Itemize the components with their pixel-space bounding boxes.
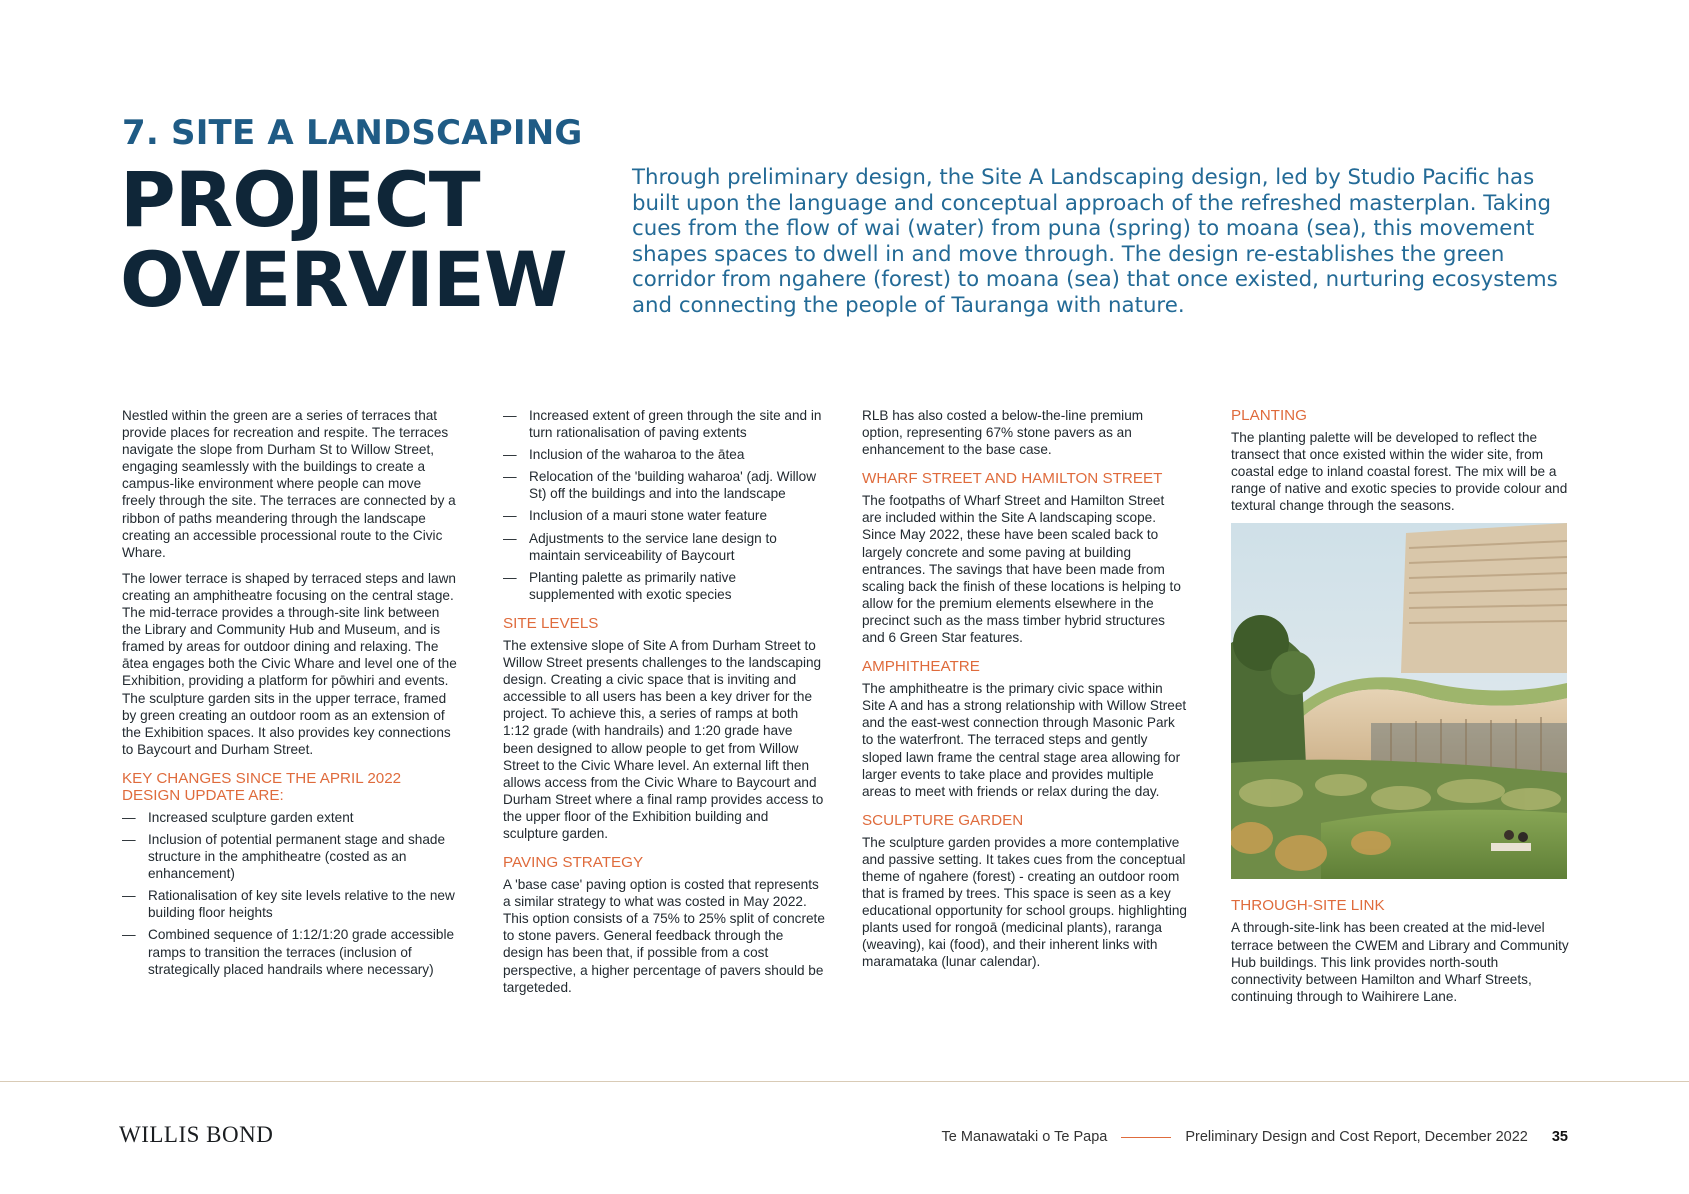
footer-report-name: Preliminary Design and Cost Report, December 2022 [1185,1129,1528,1145]
planting-paragraph: The planting palette will be developed to reflect the transect that once existed within the wider site, from coastal edge to inland coastal forest. The mix will be a range of native and exotic species to provide colour and textural change through the seasons. [1231,430,1568,514]
page-title-line2: OVERVIEW [120,235,567,324]
wharf-street-heading: WHARF STREET AND HAMILTON STREET [862,470,1163,488]
list-item: — Rationalisation of key site levels relative to the new building floor heights [122,887,458,921]
amphitheatre-heading: AMPHITHEATRE [862,658,980,676]
planting-heading: PLANTING [1231,407,1307,424]
section-label: 7. SITE A LANDSCAPING [122,113,583,153]
list-item: — Increased sculpture garden extent [122,809,458,826]
footer-project-name: Te Manawataki o Te Papa [941,1129,1108,1145]
page-title [120,155,567,324]
wharf-street-paragraph: The footpaths of Wharf Street and Hamilton Street are included within the Site A landscaping scope. Since May 2022, these have been scaled back to largely concrete and some paving at building entrances. The savings that have been made from scaling back the finish of these locations is helping to allow for the premium elements elsewhere in the precinct such as the mass timber hybrid structures and 6 Green Star features. [862,493,1181,646]
list-item: — Increased extent of green through the site and in turn rationalisation of paving extents [503,407,825,441]
page-title-line1: PROJECT [120,155,480,244]
landscape-render-image [1231,523,1567,879]
column-1 [122,407,458,983]
key-changes-list [122,809,458,978]
list-item: — Inclusion of the waharoa to the ātea [503,446,825,463]
key-changes-list-continued [503,407,825,603]
column-4 [1231,407,1571,1014]
overview-paragraph-2: The lower terrace is shaped by terraced steps and lawn creating an amphitheatre focusing on the central stage. The mid-terrace provides a through-site link between the Library and Community Hub and Museum, and is framed by areas for outdoor dining and relaxing. The ātea engages both the Civic Whare and level one of the Exhibition, providing a platform for pōwhiri and events. The sculpture garden sits in the upper terrace, framed by green creating an outdoor room as an extension of the Exhibition spaces. It also provides key connections to Baycourt and Durham Street. [122,570,457,757]
list-item: — Adjustments to the service lane design to maintain serviceability of Baycourt [503,530,825,564]
footer-separator-line [1121,1137,1171,1138]
list-item: — Combined sequence of 1:12/1:20 grade accessible ramps to transition the terraces (inclusion of strategically placed handrails where necessary) [122,926,458,977]
footer-info [942,1129,1568,1145]
page-number: 35 [1551,1129,1568,1145]
site-levels-paragraph: The extensive slope of Site A from Durham Street to Willow Street presents challenges to the landscaping design. Creating a civic space that is inviting and accessible to all users has been a key driver for the project. To achieve this, a series of ramps at both 1:12 grade (with handrails) and 1:20 grade have been designed to allow people to get from Willow Street to the Civic Whare level. An external lift then allows access from the Civic Whare to Baycourt and Durham Street where a final ramp provides access to the upper floor of the Exhibition building and sculpture garden. [503,637,824,841]
site-levels-heading: SITE LEVELS [503,614,599,632]
list-item: — Inclusion of a mauri stone water feature [503,507,825,524]
paving-strategy-paragraph: A 'base case' paving option is costed that represents a similar strategy to what was costed in May 2022. This option consists of a 75% to 25% split of concrete to stone pavers. General feedback through the design has been that, if possible from a cost perspective, a higher percentage of pavers should be targeteded. [503,877,825,995]
list-item: — Planting palette as primarily native supplemented with exotic species [503,569,825,603]
intro-paragraph: Through preliminary design, the Site A Landscaping design, led by Studio Pacific has built upon the language and conceptual approach of the refreshed masterplan. Taking cues from the flow of wai (water) from puna (spring) to moana (sea), this movement shapes spaces to dwell in and move through. The design re-establishes the green corridor from ngahere (forest) to moana (sea) that once existed, nurturing ecosystems and connecting the people of Tauranga with nature. [632,165,1558,318]
rlb-premium-paragraph: RLB has also costed a below-the-line premium option, representing 67% stone pavers as an enhancement to the base case. [862,408,1144,458]
sculpture-garden-paragraph: The sculpture garden provides a more contemplative and passive setting. It takes cues from the conceptual theme of ngahere (forest) - creating an outdoor room that is framed by trees. This space is seen as a key educational opportunity for school groups. highlighting plants used for rongoā (medicinal plants), raranga (weaving), kai (food), and their inherent links with maramataka (lunar calendar). [862,834,1187,970]
column-2 [503,407,825,1005]
list-item: — Relocation of the 'building waharoa' (adj. Willow St) off the buildings and into the landscape [503,468,825,502]
footer-divider [0,1081,1689,1082]
overview-paragraph-1: Nestled within the green are a series of terraces that provide places for recreation and respite. The terraces navigate the slope from Durham St to Willow Street, engaging seamlessly with the buildings to create a campus-like environment where people can move freely through the site. The terraces are connected by a ribbon of paths meandering through the landscape creating an accessible processional route to the Civic Whare. [122,408,456,560]
willis-bond-logo: WILLIS BOND [119,1122,274,1147]
amphitheatre-paragraph: The amphitheatre is the primary civic space within Site A and has a strong relationship with Willow Street and the east-west connection through Masonic Park to the waterfront. The terraced steps and gently sloped lawn frame the central stage area allowing for larger events to take place and provides multiple areas to meet with friends or relax during the day. [862,681,1187,799]
sculpture-garden-heading: SCULPTURE GARDEN [862,811,1024,829]
key-changes-heading: KEY CHANGES SINCE THE APRIL 2022 DESIGN UPDATE ARE: [122,769,402,804]
list-item: — Inclusion of potential permanent stage and shade structure in the amphitheatre (costed as an enhancement) [122,831,458,882]
through-site-link-paragraph: A through-site-link has been created at the mid-level terrace between the CWEM and Library and Community Hub buildings. This link provides north-south connectivity between Hamilton and Wharf Streets, continuing through to Waihirere Lane. [1231,920,1569,1004]
column-3 [862,407,1187,980]
paving-strategy-heading: PAVING STRATEGY [503,854,644,872]
through-site-link-heading: THROUGH-SITE LINK [1231,897,1385,915]
